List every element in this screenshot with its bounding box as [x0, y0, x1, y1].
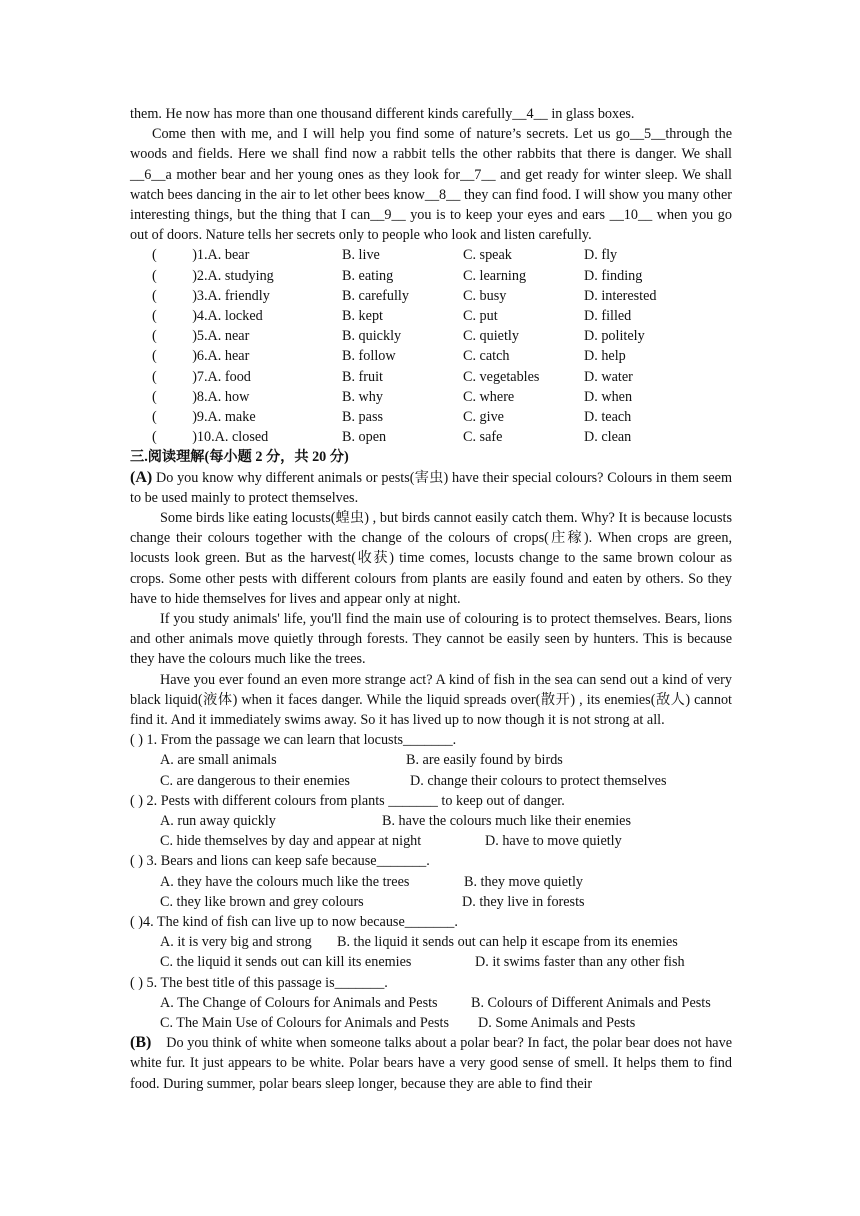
passage-a-p2: Some birds like eating locusts(蝗虫) , but birds cannot easily catch them. Why? It is because locusts change their colours together with the change of the colours of crops(庄稼). When crops are green, locusts look green. But as the harvest(收获) time comes, locusts change to the same brown colour as crops. Some other pests with different colours from plants are easily found and eaten by others. So they have to hide themselves for lives and appear only at night. [130, 509, 732, 607]
cloze-option-row: ( )1.A. bear B. live C. speak D. fly [152, 247, 618, 264]
passage-a-p4: Have you ever found an even more strange act? A kind of fish in the sea can send out a kind of very black liquid(液体) when it faces danger. While the liquid spreads over(散开) , its enemies(敌人) cannot find it. And it immediately swims away. So it has lived up to now though it is not strong at all. [130, 671, 732, 728]
question-choices: A. they have the colours much like the trees B. they move quietly [160, 873, 584, 890]
question-choices: C. are dangerous to their enemies D. change their colours to protect themselves [160, 772, 667, 789]
passage-b-label: (B) [130, 1034, 152, 1052]
cloze-option-row: ( )9.A. make B. pass C. give D. teach [152, 408, 632, 425]
cloze-option-row: ( )4.A. locked B. kept C. put D. filled [152, 307, 632, 324]
cloze-options-list [130, 245, 732, 447]
question-stem: ( ) 2. Pests with different colours from plants _______ to keep out of danger. [130, 792, 565, 809]
cloze-option-row: ( )10.A. closed B. open C. safe D. clean [152, 429, 632, 446]
question-choices: A. The Change of Colours for Animals and Pests B. Colours of Different Animals and Pests [160, 994, 711, 1011]
section-heading: 三.阅读理解(每小题 2 分，共 20 分) [130, 449, 349, 466]
cloze-option-row: ( )7.A. food B. fruit C. vegetables D. water [152, 368, 633, 385]
question-choices: C. hide themselves by day and appear at night D. have to move quietly [160, 833, 622, 850]
question-stem: ( ) 3. Bears and lions can keep safe because_______. [130, 853, 430, 870]
question-choices: A. are small animals B. are easily found by birds [160, 752, 563, 769]
cloze-option-row: ( )5.A. near B. quickly C. quietly D. politely [152, 328, 645, 345]
cloze-intro-tail: them. He now has more than one thousand different kinds carefully__4__ in glass boxes. [130, 106, 635, 122]
cloze-paragraph: Come then with me, and I will help you find some of nature’s secrets. Let us go__5__through the woods and fields. Here we shall find now a rabbit tells the other rabbits that there is danger. We shall __6__a mother bear and her young ones as they look for__7__ and get ready for winter sleep. We shall watch bees dancing in the air to let other bees know__8__ they can find food. I will show you many other interesting things, but the thing that I can__9__ you is to keep your eyes and ears __10__ when you go out of doors. Nature tells her secrets only to people who look and listen carefully. [130, 126, 732, 244]
question-choices: A. run away quickly B. have the colours much like their enemies [160, 812, 631, 829]
question-stem: ( ) 5. The best title of this passage is_______. [130, 974, 388, 991]
cloze-option-row: ( )3.A. friendly B. carefully C. busy D. interested [152, 287, 657, 304]
question-choices: A. it is very big and strong B. the liquid it sends out can help it escape from its enemies [160, 934, 678, 951]
question-stem: ( ) 1. From the passage we can learn that locusts_______. [130, 732, 457, 749]
question-stem: ( )4. The kind of fish can live up to now because_______. [130, 913, 458, 930]
question-choices: C. they like brown and grey colours D. they live in forests [160, 893, 585, 910]
question-list [130, 730, 732, 1033]
passage-b-p1: (B) Do you think of white when someone talks about a polar bear? In fact, the polar bear does not have white fur. It just appears to be white. Polar bears have a very good sense of smell. It helps them to find food. During summer, polar bears sleep longer, because they are able to find their [130, 1034, 736, 1092]
document-page [130, 104, 736, 1094]
cloze-option-row: ( )8.A. how B. why C. where D. when [152, 388, 633, 405]
passage-a-p1: (A) Do you know why different animals or pests(害虫) have their special colours? Colours in them seem to be used mainly to protect themselves. [130, 468, 732, 506]
cloze-option-row: ( )6.A. hear B. follow C. catch D. help [152, 348, 626, 365]
question-choices: C. The Main Use of Colours for Animals and Pests D. Some Animals and Pests [160, 1014, 636, 1031]
question-choices: C. the liquid it sends out can kill its enemies D. it swims faster than any other fish [160, 954, 685, 971]
passage-a-p3: If you study animals' life, you'll find the main use of colouring is to protect themselves. Bears, lions and other animals move quietly through forests. They cannot be easily seen by hunters. This is because they have the colours much like the trees. [130, 610, 732, 668]
passage-a-label: (A) [130, 468, 153, 486]
cloze-option-row: ( )2.A. studying B. eating C. learning D. finding [152, 267, 643, 284]
